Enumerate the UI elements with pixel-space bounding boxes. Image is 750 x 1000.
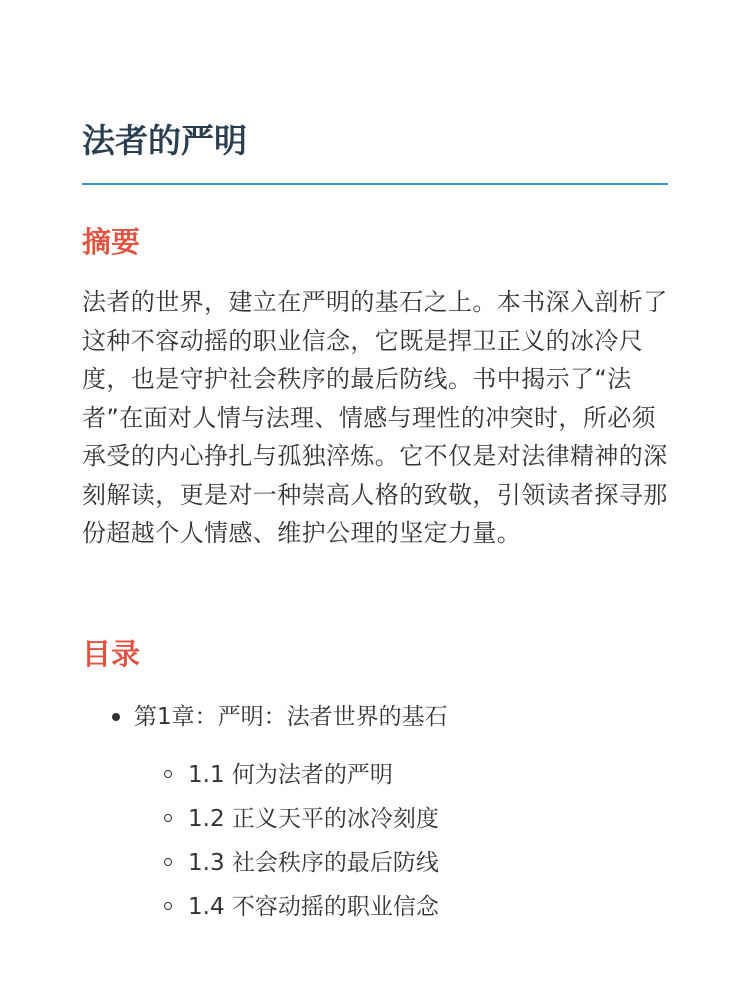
toc-section-item bbox=[82, 801, 668, 845]
abstract-text: 法者的世界，建立在严明的基石之上。本书深入剖析了这种不容动摇的职业信念，它既是捍卫正义的冰冷尺度，也是守护社会秩序的最后防线。书中揭示了“法者”在面对人情与法理、情感与理性的冲突时，所必须承受的内心挣扎与孤独淬炼。它不仅是对法律精神的深刻解读，更是对一种崇高人格的致敬，引领读者探寻那份超越个人情感、维护公理的坚定力量。 bbox=[82, 288, 668, 547]
toc-section-list bbox=[82, 757, 668, 933]
toc-chapter-label: 第1章：严明：法者世界的基石 bbox=[134, 704, 448, 730]
bullet-circle-icon bbox=[164, 814, 172, 822]
toc-section-label: 1.2 正义天平的冰冷刻度 bbox=[188, 806, 439, 832]
toc-section-label: 1.1 何为法者的严明 bbox=[188, 762, 393, 788]
toc-section-item bbox=[82, 845, 668, 889]
bullet-disc-icon bbox=[112, 713, 120, 721]
toc-section-label: 1.3 社会秩序的最后防线 bbox=[188, 850, 439, 876]
toc-section-item bbox=[82, 889, 668, 933]
abstract-heading: 摘要 bbox=[82, 225, 141, 259]
document-title: 法者的严明 bbox=[82, 121, 247, 160]
toc-chapter-item bbox=[82, 699, 668, 735]
toc-list bbox=[82, 699, 668, 735]
bullet-circle-icon bbox=[164, 858, 172, 866]
toc-section-label: 1.4 不容动摇的职业信念 bbox=[188, 894, 439, 920]
bullet-circle-icon bbox=[164, 770, 172, 778]
toc-section-item bbox=[82, 757, 668, 801]
title-divider bbox=[82, 183, 668, 185]
toc-heading: 目录 bbox=[82, 637, 141, 671]
bullet-circle-icon bbox=[164, 902, 172, 910]
